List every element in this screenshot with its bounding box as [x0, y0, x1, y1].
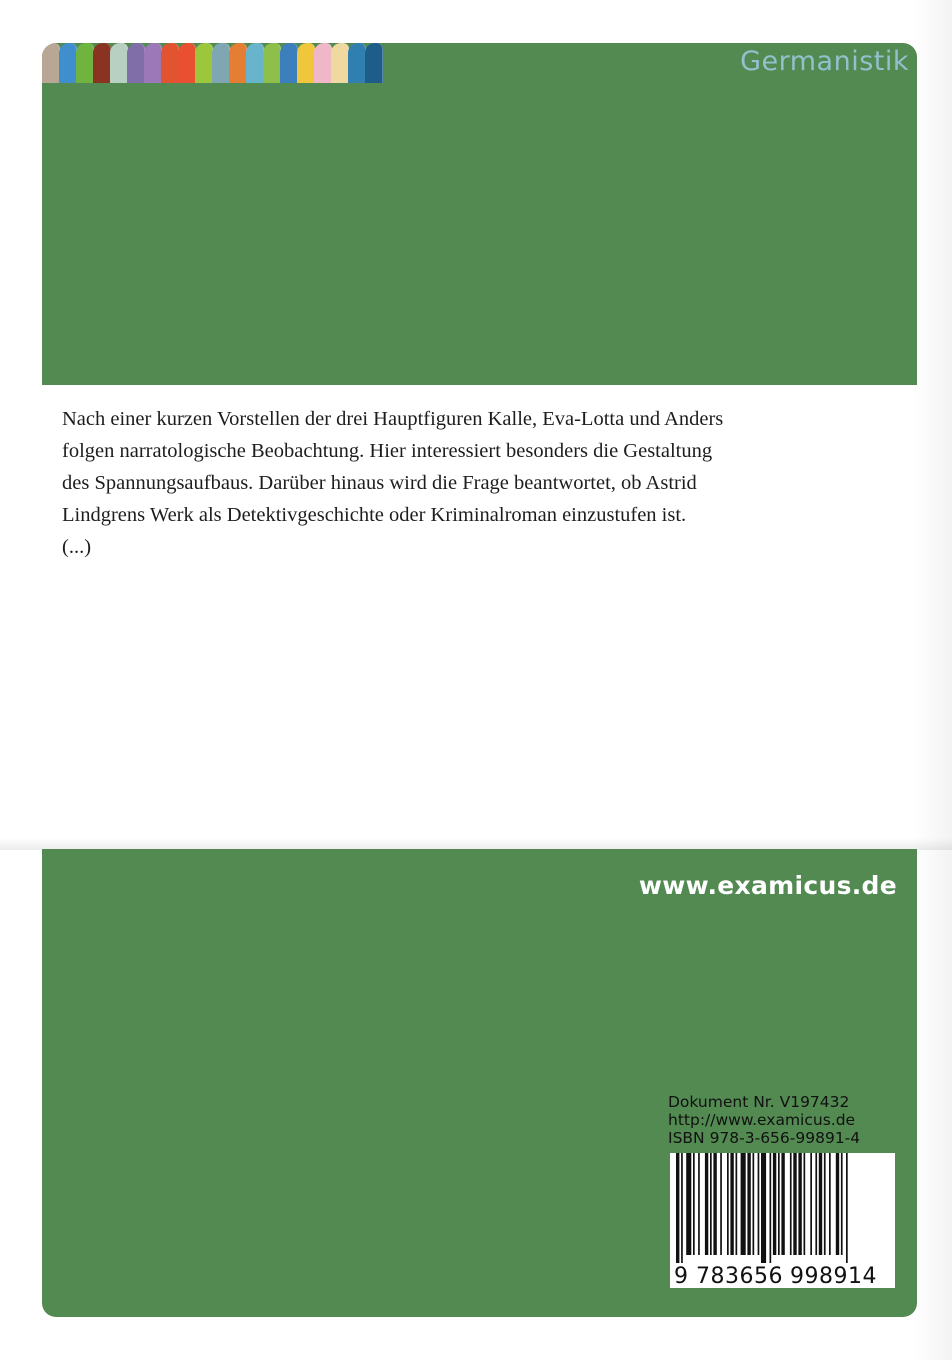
barcode-digit-first: 9 — [674, 1264, 688, 1288]
blurb-line: Nach einer kurzen Vorstellen der drei Hauptfiguren Kalle, Eva-Lotta und Anders — [62, 408, 724, 430]
barcode-bar — [793, 1153, 796, 1255]
barcode-bar — [798, 1153, 801, 1255]
document-number: Dokument Nr. V197432 — [668, 1093, 850, 1111]
barcode-bar — [761, 1153, 766, 1263]
barcode-bar — [693, 1153, 695, 1255]
barcode-bar — [836, 1153, 839, 1255]
blurb-line: Lindgrens Werk als Detektivgeschichte oder Kriminalroman einzustufen ist. — [62, 504, 687, 526]
color-tab — [365, 43, 383, 83]
color-tab — [314, 43, 332, 83]
website-label: www.examicus.de — [638, 871, 897, 900]
barcode-digits-right: 998914 — [790, 1264, 877, 1288]
color-tab — [212, 43, 230, 83]
barcode-bar — [804, 1153, 806, 1255]
barcode-digits-left: 783656 — [696, 1264, 783, 1288]
color-tab — [246, 43, 264, 83]
barcode-bar — [841, 1153, 843, 1255]
barcode-bar — [770, 1153, 772, 1263]
isbn-barcode — [670, 1153, 895, 1288]
barcode-bar — [676, 1153, 679, 1263]
publisher-url: http://www.examicus.de — [668, 1111, 856, 1129]
barcode-bar — [747, 1153, 750, 1255]
barcode-bar — [846, 1153, 848, 1263]
barcode-bar — [829, 1153, 831, 1255]
color-tab — [59, 43, 77, 83]
barcode-bar — [730, 1153, 733, 1255]
color-tab — [348, 43, 366, 83]
color-tab — [280, 43, 298, 83]
color-tab — [110, 43, 128, 83]
blurb-line: des Spannungsaufbaus. Darüber hinaus wird die Frage beantwortet, ob Astrid — [62, 472, 697, 494]
barcode-bar — [736, 1153, 738, 1255]
barcode-bar — [705, 1153, 708, 1255]
barcode-bar — [753, 1153, 755, 1255]
isbn-label: ISBN 978-3-656-99891-4 — [668, 1129, 861, 1147]
barcode-bar — [713, 1153, 716, 1255]
barcode-bar — [819, 1153, 822, 1255]
color-tab — [331, 43, 349, 83]
color-tab — [127, 43, 145, 83]
barcode-bar — [778, 1153, 780, 1255]
barcode-bar — [758, 1153, 760, 1255]
color-tab — [178, 43, 196, 83]
barcode-bar — [686, 1153, 691, 1255]
color-tab — [93, 43, 111, 83]
cover-top-panel — [42, 43, 917, 385]
blurb-line: folgen narratologische Beobachtung. Hier interessiert besonders die Gestaltung — [62, 440, 713, 462]
color-tab — [161, 43, 179, 83]
cover-bottom-panel — [42, 849, 917, 1317]
color-tab — [42, 43, 60, 83]
color-tab — [76, 43, 94, 83]
product-info — [668, 1093, 898, 1289]
barcode-bar — [727, 1153, 729, 1255]
barcode-bar — [810, 1153, 812, 1255]
color-tab — [297, 43, 315, 83]
barcode-bar — [781, 1153, 784, 1255]
barcode-bar — [710, 1153, 712, 1255]
blurb-text — [62, 403, 802, 563]
barcode-bar — [741, 1153, 746, 1255]
barcode-bar — [698, 1153, 700, 1255]
color-tab — [229, 43, 247, 83]
blurb-line: (...) — [62, 536, 92, 558]
color-tab — [195, 43, 213, 83]
color-tab — [263, 43, 281, 83]
barcode-bar — [815, 1153, 817, 1255]
barcode-bar — [790, 1153, 792, 1255]
barcode-bar — [720, 1153, 722, 1255]
color-tab — [144, 43, 162, 83]
barcode-graphic — [670, 1153, 895, 1288]
barcode-bar — [773, 1153, 776, 1255]
category-label: Germanistik — [740, 46, 909, 77]
barcode-bar — [824, 1153, 826, 1255]
color-tabs — [42, 43, 382, 83]
barcode-bar — [681, 1153, 683, 1263]
